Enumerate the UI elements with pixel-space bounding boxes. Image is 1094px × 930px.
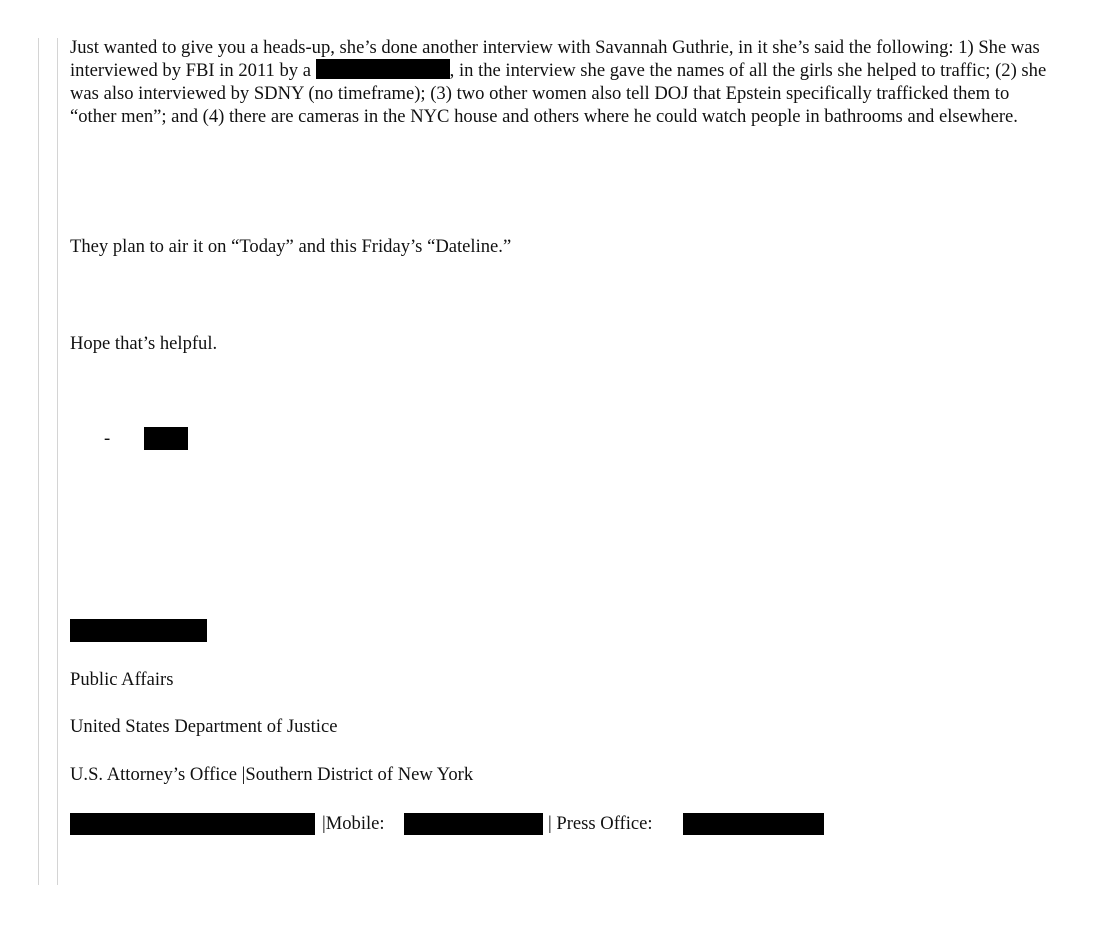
redaction-box (70, 619, 207, 642)
press-office-label: | Press Office: (548, 813, 653, 834)
signature-contact-line (70, 812, 870, 836)
quote-rule-inner (57, 38, 58, 885)
signoff-dash: - (104, 428, 111, 449)
signature-department: Public Affairs (70, 669, 174, 690)
email-paragraph-2: They plan to air it on “Today” and this Friday’s “Dateline.” (70, 236, 512, 257)
email-paragraph-3: Hope that’s helpful. (70, 333, 218, 354)
signature-office: U.S. Attorney’s Office |Southern District of New York (70, 764, 474, 785)
email-paragraph-1 (70, 36, 1060, 128)
mobile-label: |Mobile: (322, 813, 385, 834)
quote-rule-outer (38, 38, 39, 885)
signature-agency: United States Department of Justice (70, 716, 338, 737)
redaction-box (70, 813, 315, 835)
redaction-box (683, 813, 824, 835)
paragraph-1-text-b: , in the interview she gave the names of all the girls she helped to traffic; (2) she was also interviewed by SDNY (no timeframe); (3) two other women also tell DOJ that Epstein specifically trafficked them to “other men”; and (4) there are cameras in the NYC house and others where he could watch people in bathrooms and elsewhere. (70, 60, 1047, 127)
redaction-box (144, 427, 188, 450)
redaction-box (404, 813, 543, 835)
paragraph-1-text-a: Just wanted to give you a heads-up, she’s done another interview with Savannah Guthrie, in it she’s said the following: 1) She was interviewed by FBI in 2011 by a (70, 37, 1040, 81)
redaction-box (316, 59, 450, 79)
